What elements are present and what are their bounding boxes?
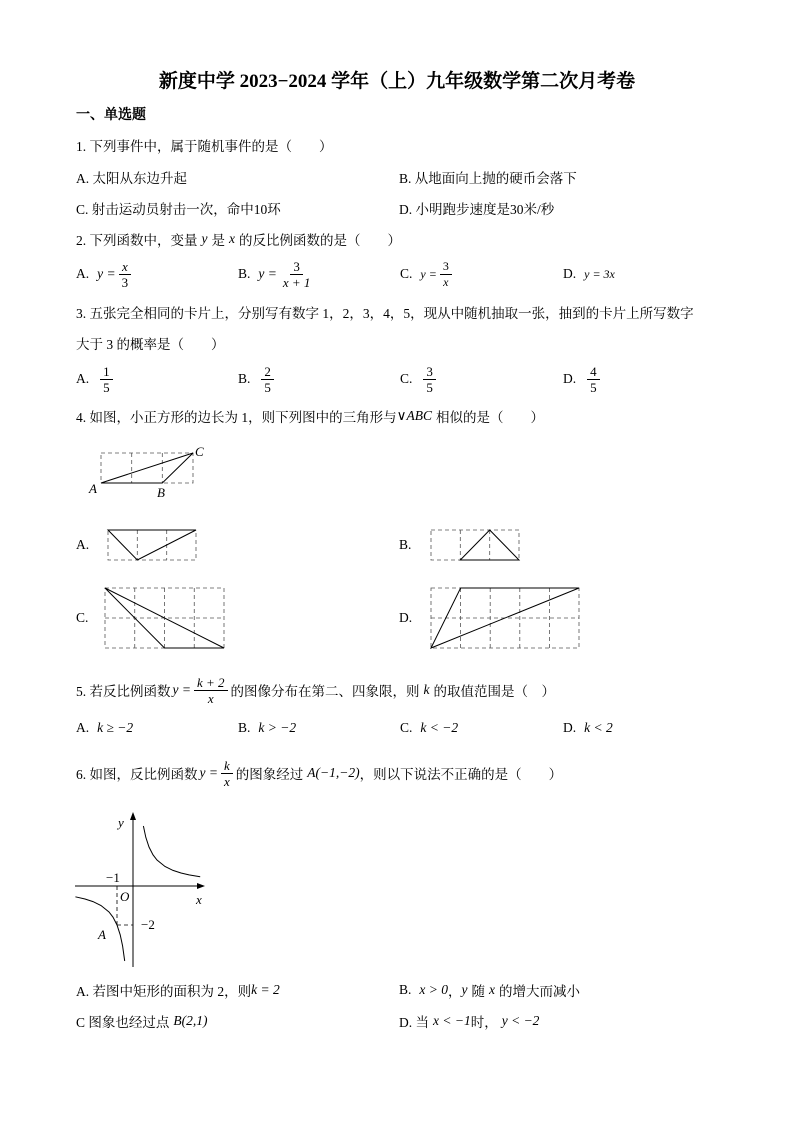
denominator: 5: [590, 379, 597, 395]
y-axis-label: y: [118, 815, 124, 830]
var-x: x: [489, 982, 495, 997]
q5-option-a[interactable]: [76, 718, 133, 738]
denominator: x + 1: [282, 274, 311, 290]
q4-triangle-name: ∨ABC: [396, 408, 433, 423]
q4-option-b[interactable]: B.: [399, 537, 412, 552]
q2-stem-text-1: 2. 下列函数中，变量: [76, 233, 198, 248]
q6-stem: [76, 756, 562, 790]
q4-stem-text-2: 相似的是（ ）: [436, 410, 545, 425]
option-text: D. 当: [399, 1015, 429, 1030]
formula-lhs: y =: [97, 266, 116, 281]
q3-stem-line-2: 大于 3 的概率是（ ）: [76, 337, 225, 352]
q5-option-b[interactable]: [238, 718, 296, 738]
q6-option-a[interactable]: [76, 980, 280, 1000]
fraction: [280, 259, 314, 290]
point-a-label: A: [98, 927, 106, 942]
denominator: 5: [103, 379, 110, 395]
triangle-abc: [101, 453, 193, 483]
option-label: D.: [563, 720, 577, 735]
q4-option-c-figure[interactable]: [103, 586, 227, 650]
fraction: [194, 675, 228, 706]
denominator: x: [207, 690, 214, 706]
fraction: [261, 364, 274, 395]
var-y: y: [461, 982, 468, 997]
y-axis-arrow: [130, 812, 136, 820]
formula: y = 3x: [584, 266, 615, 281]
option-label: A.: [76, 720, 90, 735]
denominator: 5: [426, 379, 433, 395]
q3-option-a[interactable]: [76, 362, 116, 396]
q6-hyperbola-figure: [70, 812, 210, 972]
numerator: 2: [261, 364, 274, 380]
q6-stem-text-3: ，则以下说法不正确的是（ ）: [359, 767, 563, 782]
numerator: 3: [290, 259, 303, 275]
inequality: k < 2: [584, 720, 613, 735]
q6-option-b[interactable]: [399, 980, 580, 1000]
denominator: 5: [264, 379, 271, 395]
option-label: B.: [238, 266, 251, 281]
option-label: A.: [76, 266, 90, 281]
vertex-label-b: B: [157, 485, 165, 500]
fraction: [119, 259, 132, 290]
option-text: 随: [471, 984, 485, 999]
q4-option-d[interactable]: D.: [399, 610, 413, 625]
option-label: C.: [400, 266, 413, 281]
x-axis-arrow: [197, 883, 205, 889]
q4-option-d-figure[interactable]: [429, 586, 581, 650]
x-axis-label: x: [196, 892, 202, 907]
q5-stem-text-1: 5. 若反比例函数: [76, 684, 171, 699]
formula-lhs: y =: [258, 266, 277, 281]
q5-stem-text-3: 的取值范围是（ ）: [433, 684, 556, 699]
section-heading: 一、单选题: [76, 108, 146, 123]
numerator: 3: [440, 259, 452, 275]
condition: x > 0: [419, 982, 448, 997]
q4-stem: [76, 406, 544, 426]
numerator: k + 2: [194, 675, 228, 691]
origin-label: O: [120, 889, 130, 904]
q1-option-a[interactable]: A. 太阳从东边升起: [76, 171, 187, 186]
q2-stem-text-2: 是: [211, 233, 225, 248]
condition: x < −1: [433, 1013, 471, 1028]
option-text: 的增大而减小: [499, 984, 580, 999]
denominator: x: [223, 773, 230, 789]
y-tick-label: −2: [141, 917, 155, 932]
fraction: [440, 259, 452, 290]
result: y < −2: [501, 1013, 540, 1028]
q6-stem-text-2: 的图象经过: [235, 767, 304, 782]
q4-option-a[interactable]: A.: [76, 537, 90, 552]
q6-point-a: A(−1,−2): [307, 765, 360, 780]
option-label: B.: [238, 720, 251, 735]
numerator: 4: [587, 364, 600, 380]
q4-option-a-figure[interactable]: [106, 528, 200, 562]
q5-option-d[interactable]: [563, 718, 613, 738]
option-label: B.: [238, 371, 251, 386]
q5-option-c[interactable]: [400, 718, 458, 738]
option-label: C.: [400, 371, 413, 386]
option-text: ，: [448, 984, 462, 999]
q1-stem: 1. 下列事件中，属于随机事件的是（ ）: [76, 139, 333, 154]
numerator: k: [221, 758, 233, 774]
fraction: [221, 758, 233, 789]
option-label: A.: [76, 371, 90, 386]
inequality: k > −2: [258, 720, 297, 735]
q2-stem-var-y: y: [201, 231, 208, 246]
triangle: [108, 530, 196, 560]
q3-option-c[interactable]: [400, 362, 439, 396]
equation: k = 2: [251, 982, 280, 997]
option-text: A. 若图中矩形的面积为 2，则: [76, 984, 252, 999]
inequality: k ≥ −2: [97, 720, 134, 735]
vertex-label-c: C: [195, 444, 204, 459]
q2-stem: [76, 229, 401, 249]
x-tick-label: −1: [106, 870, 120, 885]
q2-stem-text-3: 的反比例函数的是（ ）: [239, 233, 401, 248]
denominator: x: [443, 274, 449, 289]
vertex-label-a: A: [89, 481, 97, 496]
fraction: [587, 364, 600, 395]
q3-option-b[interactable]: [238, 362, 277, 396]
q3-option-d[interactable]: [563, 362, 603, 396]
formula-lhs: y =: [172, 682, 191, 697]
numerator: 1: [100, 364, 113, 380]
q2-stem-var-x: x: [229, 231, 235, 246]
q6-stem-text-1: 6. 如图，反比例函数: [76, 767, 198, 782]
q5-stem-var-k: k: [423, 682, 430, 697]
option-text: 时，: [470, 1015, 498, 1030]
numerator: x: [119, 259, 131, 275]
q1-option-b[interactable]: B. 从地面向上抛的硬币会落下: [399, 171, 577, 186]
formula-lhs: y =: [420, 266, 437, 281]
q2-option-c[interactable]: [400, 257, 455, 291]
q3-stem-line-1: 3. 五张完全相同的卡片上，分别写有数字 1，2，3，4，5，现从中随机抽取一张，抽到的卡片上所写数字: [76, 306, 694, 321]
denominator: 3: [121, 274, 129, 290]
q1-option-d[interactable]: D. 小明跑步速度是30米/秒: [399, 202, 555, 217]
fraction: [100, 364, 113, 395]
formula-lhs: y =: [199, 765, 218, 780]
option-label: B.: [399, 982, 412, 997]
option-text: C 图象也经过点: [76, 1015, 170, 1030]
q2-option-d[interactable]: [563, 257, 615, 291]
fraction: [423, 364, 436, 395]
inequality: k < −2: [420, 720, 459, 735]
q6-option-d[interactable]: [399, 1011, 539, 1031]
q5-stem: [76, 673, 555, 707]
point-b: B(2,1): [173, 1013, 208, 1028]
numerator: 3: [423, 364, 436, 380]
q4-option-b-figure[interactable]: [429, 528, 523, 562]
q1-option-c[interactable]: C. 射击运动员射击一次，命中10环: [76, 202, 281, 217]
option-label: D.: [563, 371, 577, 386]
grid-border: [108, 530, 196, 560]
q6-option-c[interactable]: [76, 1011, 208, 1031]
q5-stem-text-2: 的图像分布在第二、四象限，则: [230, 684, 420, 699]
option-label: D.: [563, 266, 577, 281]
page-title: 新度中学 2023−2024 学年（上）九年级数学第二次月考卷: [158, 71, 636, 92]
q2-option-b[interactable]: [238, 257, 316, 291]
option-label: C.: [400, 720, 413, 735]
q4-stem-text-1: 4. 如图，小正方形的边长为 1，则下列图中的三角形与: [76, 410, 397, 425]
q2-option-a[interactable]: [76, 257, 134, 291]
q4-option-c[interactable]: C.: [76, 610, 89, 625]
hyperbola-branch-quadrant-1: [143, 826, 200, 877]
